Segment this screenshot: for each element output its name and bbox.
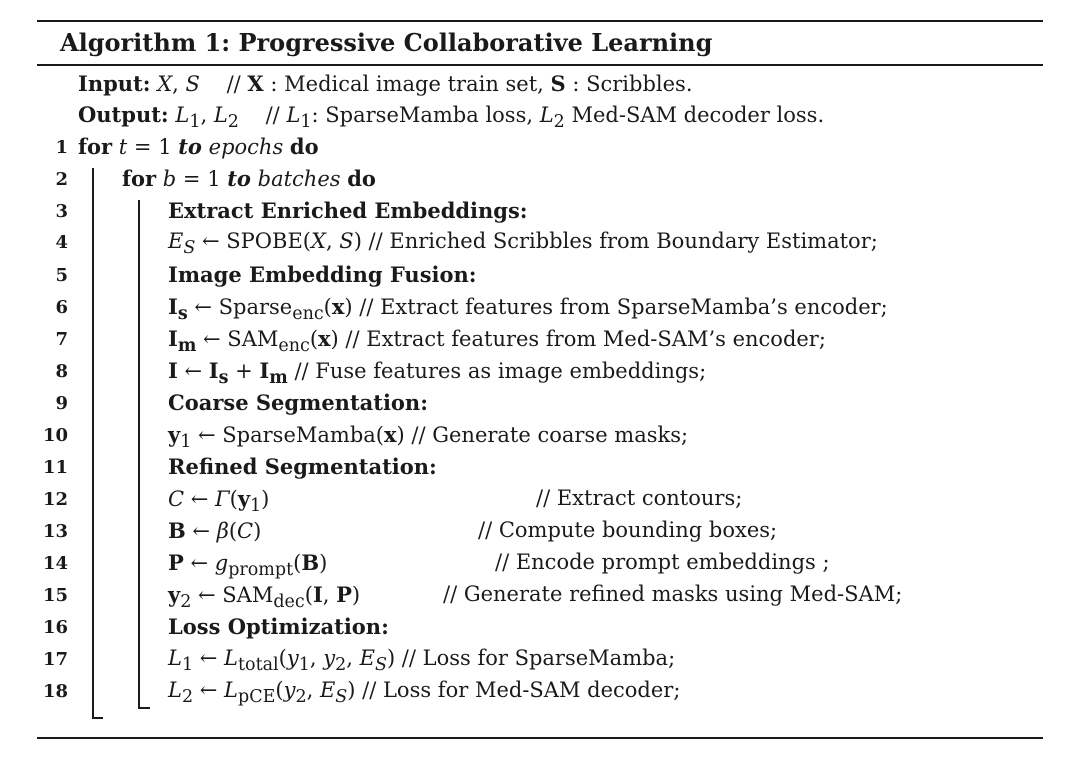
section-heading: Extract Enriched Embeddings:: [168, 198, 528, 223]
line-number: 13: [42, 521, 68, 542]
input-value: X, S // X : Medical image train set, S : Scribbles.: [157, 71, 693, 96]
output-line: [78, 102, 824, 132]
line-code: $I_m$ ← $SAM_{enc}(x)$ // Extract features from Med-SAM’s encoder;: [168, 326, 826, 357]
line-number: 16: [42, 617, 68, 638]
top-rule: [37, 20, 1043, 22]
line-number: 8: [55, 361, 68, 382]
line-code: $E_S$ ← SPOBE(X, S) // Enriched Scribbles from Boundary Estimator;: [168, 229, 878, 259]
algorithm-line-9: [0, 390, 1080, 422]
line-number: 17: [42, 649, 68, 670]
title-rule: [37, 64, 1043, 66]
line-number: 15: [42, 585, 68, 606]
algorithm-title: Algorithm 1: Progressive Collaborative Learning: [60, 28, 713, 57]
line-number: 10: [42, 425, 68, 446]
line-number: 6: [55, 297, 68, 318]
output-value: $L_1$, $L_2$ // $L_1$: SparseMamba loss, $L_2$ Med-SAM decoder loss.: [175, 103, 825, 133]
algorithm-line-13: [0, 518, 1080, 550]
line-number: 9: [55, 393, 68, 414]
line-comment: // Compute bounding boxes;: [478, 518, 778, 542]
line-comment: // Extract contours;: [536, 486, 743, 510]
inner-loop-bar: [138, 200, 140, 708]
line-code: $L_2$ ← $L_{pCE}(y_2$, $E_S$) // Loss for Med-SAM decoder;: [168, 678, 681, 708]
algorithm-line-10: [0, 422, 1080, 454]
algorithm-line-14: [0, 550, 1080, 582]
bottom-rule: [37, 737, 1043, 739]
line-number: 18: [42, 681, 68, 702]
line-code: $y_1$ ← SparseMamba(x) // Generate coarse masks;: [168, 422, 689, 453]
section-heading: Refined Segmentation:: [168, 454, 437, 479]
algorithm-line-2: [0, 166, 1080, 198]
line-number: 12: [42, 489, 68, 510]
line-code: $y_2$ ← $SAM_{dec}(I$, P): [168, 582, 361, 613]
line-code: P ← $g_{prompt}(B)$: [168, 550, 328, 581]
input-label: Input:: [78, 71, 151, 96]
line-number: 14: [42, 553, 68, 574]
line-comment: // Encode prompt embeddings ;: [495, 550, 830, 574]
algorithm-line-12: [0, 486, 1080, 518]
input-line: [78, 71, 693, 96]
algorithm-line-15: [0, 582, 1080, 614]
line-code: for b = 1 to batches do: [122, 166, 376, 191]
line-number: 3: [55, 201, 68, 222]
line-number: 5: [55, 265, 68, 286]
line-number: 7: [55, 329, 68, 350]
algorithm-line-3: [0, 198, 1080, 230]
line-code: I ← $I_s + I_m$ // Fuse features as image embeddings;: [168, 358, 707, 389]
line-number: 1: [55, 137, 68, 158]
outer-loop-bar: [92, 168, 94, 718]
algorithm-line-4: [0, 229, 1080, 261]
line-code: C ← $\Gamma(y_1)$: [168, 486, 270, 517]
algorithm-line-1: [0, 134, 1080, 166]
algorithm-line-16: [0, 614, 1080, 646]
algorithm-line-8: [0, 358, 1080, 390]
algorithm-line-7: [0, 326, 1080, 358]
output-label: Output:: [78, 102, 169, 127]
section-heading: Loss Optimization:: [168, 614, 389, 639]
outer-loop-end: [92, 717, 103, 719]
line-code: $L_1$ ← $L_{total}(y_1$, $y_2$, $E_S$) // Loss for SparseMamba;: [168, 646, 676, 676]
line-code: B ← β(C): [168, 518, 262, 543]
inner-loop-end: [138, 707, 150, 709]
line-code: for t = 1 to epochs do: [78, 134, 319, 159]
algorithm-line-6: [0, 294, 1080, 326]
algorithm-line-11: [0, 454, 1080, 486]
section-heading: Image Embedding Fusion:: [168, 262, 477, 287]
line-number: 11: [42, 457, 68, 478]
algorithm-line-18: [0, 678, 1080, 710]
line-number: 4: [55, 232, 68, 253]
algorithm-line-17: [0, 646, 1080, 678]
section-heading: Coarse Segmentation:: [168, 390, 428, 415]
algorithm-line-5: [0, 262, 1080, 294]
line-code: $I_s$ ← Sparse$_{enc}$(x) // Extract features from SparseMamba’s encoder;: [168, 294, 888, 325]
line-number: 2: [55, 169, 68, 190]
line-comment: // Generate refined masks using Med-SAM;: [443, 582, 903, 606]
